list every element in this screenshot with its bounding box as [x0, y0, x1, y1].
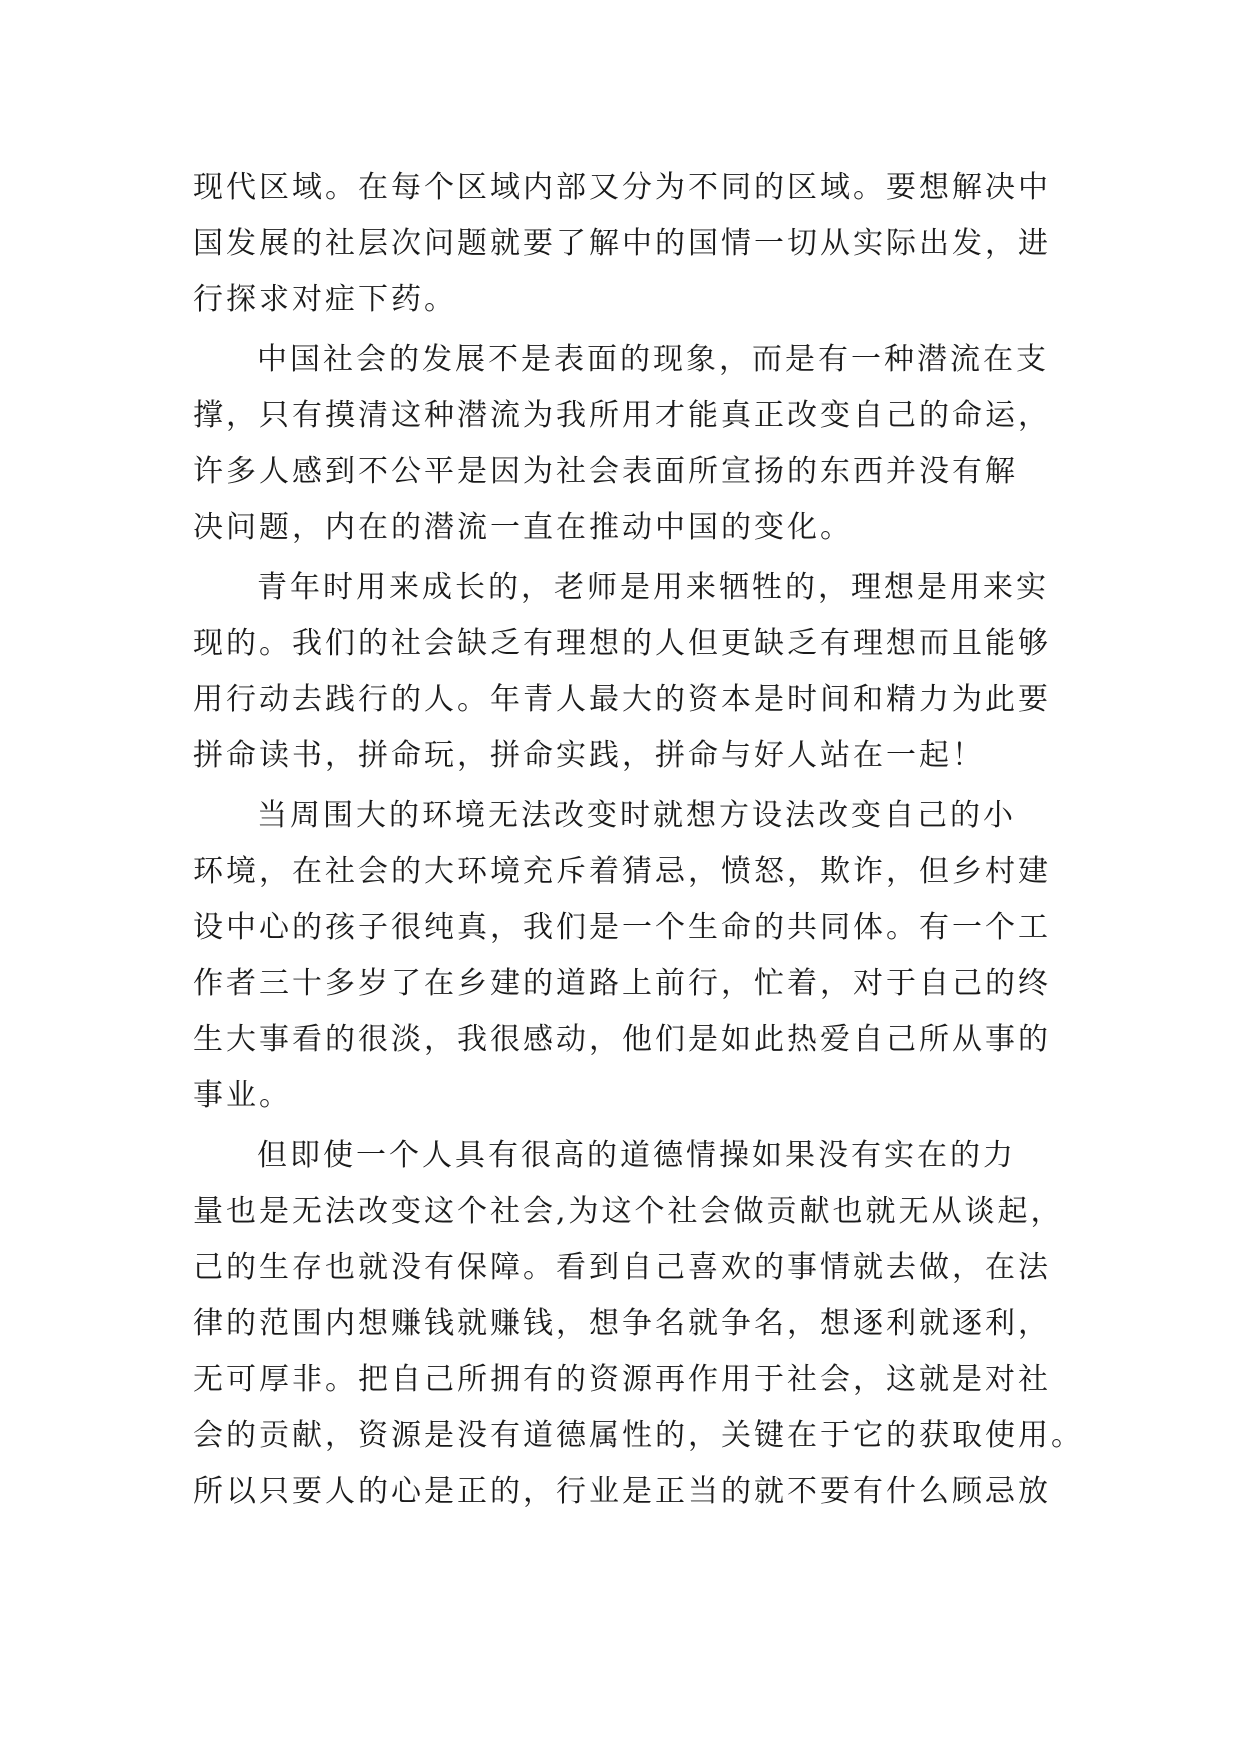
text-line: 决问题，内在的潜流一直在推动中国的变化。: [193, 510, 853, 545]
text-line: 但即使一个人具有很高的道德情操如果没有实在的力: [257, 1138, 1016, 1173]
text-line: 所以只要人的心是正的，行业是正当的就不要有什么顾忌放: [193, 1474, 1051, 1509]
text-line: 青年时用来成长的，老师是用来牺牲的，理想是用来实: [257, 570, 1049, 605]
text-line: 拼命读书，拼命玩，拼命实践，拼命与好人站在一起！: [193, 738, 985, 773]
document-body: [193, 160, 1084, 1520]
text-line: 现代区域。在每个区域内部又分为不同的区域。要想解决中: [193, 170, 1051, 205]
text-line: 许多人感到不公平是因为社会表面所宣扬的东西并没有解: [193, 454, 1018, 489]
paragraph-3: [193, 560, 1073, 784]
text-line: 事业。: [193, 1078, 292, 1113]
paragraph-2: [193, 332, 1073, 556]
paragraph-5: [193, 1128, 1084, 1520]
paragraph-4: [193, 788, 1073, 1124]
text-line: 设中心的孩子很纯真，我们是一个生命的共同体。有一个工: [193, 910, 1051, 945]
text-line: 量也是无法改变这个社会,为这个社会做贡献也就无从谈起，: [193, 1194, 1064, 1229]
text-line: 生大事看的很淡，我很感动，他们是如此热爱自己所从事的: [193, 1022, 1051, 1057]
text-line: 撑，只有摸清这种潜流为我所用才能真正改变自己的命运，: [193, 398, 1051, 433]
text-line: 己的生存也就没有保障。看到自己喜欢的事情就去做，在法: [193, 1250, 1051, 1285]
text-line: 用行动去践行的人。年青人最大的资本是时间和精力为此要: [193, 682, 1051, 717]
text-line: 环境，在社会的大环境充斥着猜忌，愤怒，欺诈，但乡村建: [193, 854, 1051, 889]
text-line: 行探求对症下药。: [193, 282, 457, 317]
paragraph-1: [193, 160, 1073, 328]
text-line: 当周围大的环境无法改变时就想方设法改变自己的小: [257, 798, 1016, 833]
text-line: 中国社会的发展不是表面的现象，而是有一种潜流在支: [257, 342, 1049, 377]
text-line: 作者三十多岁了在乡建的道路上前行，忙着，对于自己的终: [193, 966, 1051, 1001]
text-line: 无可厚非。把自己所拥有的资源再作用于社会，这就是对社: [193, 1362, 1051, 1397]
text-line: 国发展的社层次问题就要了解中的国情一切从实际出发，进: [193, 226, 1051, 261]
text-line: 现的。我们的社会缺乏有理想的人但更缺乏有理想而且能够: [193, 626, 1051, 661]
text-line: 会的贡献，资源是没有道德属性的，关键在于它的获取使用。: [193, 1418, 1084, 1453]
text-line: 律的范围内想赚钱就赚钱，想争名就争名，想逐利就逐利，: [193, 1306, 1051, 1341]
